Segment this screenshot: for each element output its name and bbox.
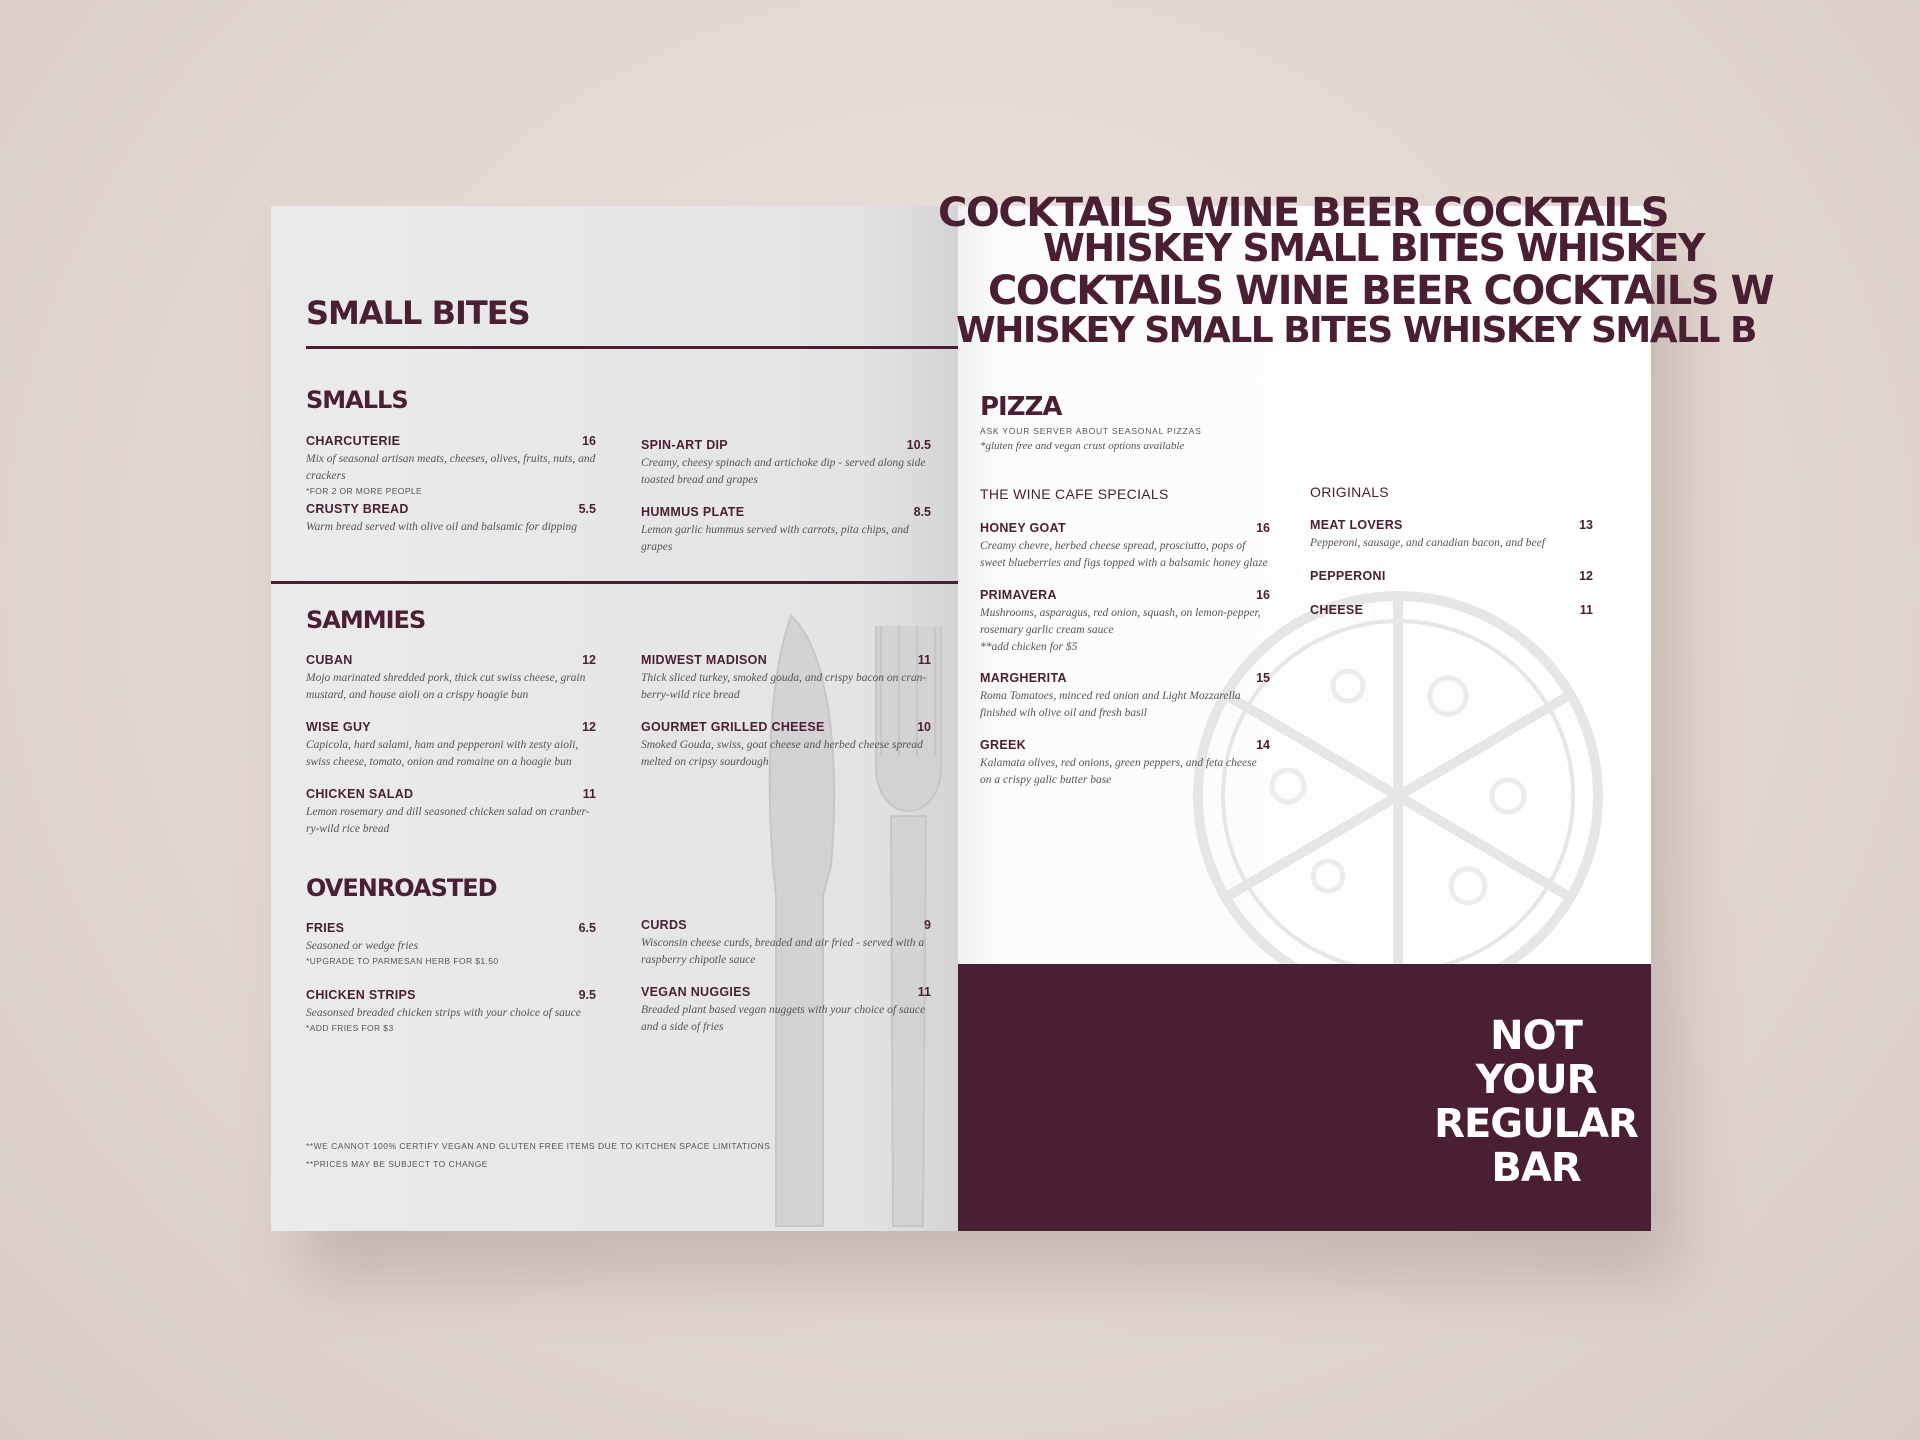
pizza-cheese bbox=[1310, 603, 1593, 617]
pizza-margherita bbox=[980, 671, 1270, 722]
item-description: Seasoned or wedge fries bbox=[306, 940, 419, 952]
brand-logo bbox=[1431, 1014, 1641, 1190]
pizza-note: *gluten free and vegan crust options available bbox=[980, 440, 1185, 452]
item-price: 10 bbox=[917, 720, 931, 734]
small-bites-title: SMALL BITES bbox=[306, 294, 530, 332]
specials-heading: THE WINE CAFE SPECIALS bbox=[980, 486, 1169, 502]
item-name: GREEK bbox=[980, 738, 1026, 752]
menu-item-curds bbox=[641, 918, 931, 969]
item-price: 13 bbox=[1579, 518, 1593, 532]
item-price: 11 bbox=[1579, 603, 1593, 617]
brand-line-2: YOUR bbox=[1475, 1057, 1597, 1103]
menu-item-crusty-bread bbox=[306, 502, 596, 536]
item-price: 12 bbox=[582, 653, 596, 667]
menu-item-wise-guy bbox=[306, 720, 596, 771]
item-description: Breaded plant based vegan nuggets with your choice of sauce and a side of fries bbox=[641, 1004, 926, 1033]
item-note: **add chicken for $5 bbox=[980, 641, 1078, 653]
item-price: 6.5 bbox=[578, 921, 596, 935]
title-rule bbox=[306, 346, 958, 349]
item-price: 14 bbox=[1256, 738, 1270, 752]
menu-item-charcuterie bbox=[306, 434, 596, 496]
item-price: 16 bbox=[1256, 521, 1270, 535]
banner-line-2: WHISKEY SMALL BITES WHISKEY bbox=[1043, 226, 1704, 270]
pizza-pepperoni bbox=[1310, 569, 1593, 583]
item-description: Mix of seasonal artisan meats, cheeses, olives, fruits, nuts, and crackers bbox=[306, 453, 596, 482]
pizza-meat-lovers bbox=[1310, 518, 1593, 552]
item-name: FRIES bbox=[306, 921, 345, 935]
item-price: 16 bbox=[1256, 588, 1270, 602]
item-name: CRUSTY BREAD bbox=[306, 502, 409, 516]
menu-item-cuban bbox=[306, 653, 596, 704]
brand-line-1: NOT bbox=[1490, 1013, 1582, 1059]
brand-line-3: REGULAR bbox=[1434, 1101, 1638, 1147]
smalls-heading: SMALLS bbox=[306, 386, 408, 414]
item-price: 11 bbox=[917, 985, 931, 999]
menu-item-chicken-strips bbox=[306, 988, 596, 1033]
menu-item-gourmet-grilled-cheese bbox=[641, 720, 931, 771]
item-price: 12 bbox=[1579, 569, 1593, 583]
item-price: 16 bbox=[582, 434, 596, 448]
item-price: 5.5 bbox=[578, 502, 596, 516]
section-rule bbox=[271, 581, 958, 584]
item-description: Pepperoni, sausage, and canadian bacon, and beef bbox=[1310, 537, 1545, 549]
item-description: Warm bread served with olive oil and balsamic for dipping bbox=[306, 521, 577, 533]
item-price: 11 bbox=[582, 787, 596, 801]
item-price: 9.5 bbox=[578, 988, 596, 1002]
item-price: 15 bbox=[1256, 671, 1270, 685]
menu-item-vegan-nuggies bbox=[641, 985, 931, 1036]
item-description: Wisconsin cheese curds, breaded and air fried - served with a raspberry chipotle sauce bbox=[641, 937, 925, 966]
item-note: *FOR 2 OR MORE PEOPLE bbox=[306, 486, 423, 496]
menu-item-spin-art-dip bbox=[641, 438, 931, 489]
item-name: MIDWEST MADISON bbox=[641, 653, 768, 667]
item-note: *ADD FRIES FOR $3 bbox=[306, 1023, 394, 1033]
pizza-primavera bbox=[980, 588, 1270, 656]
banner-line-4: WHISKEY SMALL BITES WHISKEY SMALL B bbox=[956, 310, 1756, 351]
item-description: Lemon rosemary and dill seasoned chicken salad on cranber-ry-wild rice bread bbox=[306, 806, 590, 835]
item-name: GOURMET GRILLED CHEESE bbox=[641, 720, 825, 734]
brand-line-4: BAR bbox=[1491, 1145, 1581, 1191]
originals-heading: ORIGINALS bbox=[1310, 484, 1389, 500]
pizza-honey-goat bbox=[980, 521, 1270, 572]
banner-line-1: COCKTAILS WINE BEER COCKTAILS bbox=[938, 190, 1669, 236]
item-name: PRIMAVERA bbox=[980, 588, 1057, 602]
item-price: 11 bbox=[917, 653, 931, 667]
item-price: 8.5 bbox=[913, 505, 931, 519]
pizza-subtitle: ASK YOUR SERVER ABOUT SEASONAL PIZZAS bbox=[980, 426, 1202, 436]
ovenroasted-heading: OVENROASTED bbox=[306, 874, 497, 902]
footnote-certification: **WE CANNOT 100% CERTIFY VEGAN AND GLUTEN FREE ITEMS DUE TO KITCHEN SPACE LIMITATIONS bbox=[306, 1141, 771, 1151]
item-name: PEPPERONI bbox=[1310, 569, 1386, 583]
item-name: CHICKEN STRIPS bbox=[306, 988, 416, 1002]
item-name: CHICKEN SALAD bbox=[306, 787, 414, 801]
item-description: Capicola, hard salami, ham and pepperoni with zesty aioli, swiss cheese, tomato, onion and romaine on a hoagie bun bbox=[306, 739, 579, 768]
menu-item-hummus-plate bbox=[641, 505, 931, 556]
item-name: CHARCUTERIE bbox=[306, 434, 401, 448]
item-name: CHEESE bbox=[1310, 603, 1364, 617]
item-description: Kalamata olives, red onions, green peppers, and feta cheese on a crispy galic butter base bbox=[980, 757, 1257, 786]
pizza-title: PIZZA bbox=[980, 392, 1062, 422]
item-name: CURDS bbox=[641, 918, 687, 932]
item-name: HUMMUS PLATE bbox=[641, 505, 745, 519]
item-description: Mojo marinated shredded pork, thick cut swiss cheese, grain mustard, and house aioli on a crispy hoagie bun bbox=[306, 672, 586, 701]
item-name: VEGAN NUGGIES bbox=[641, 985, 751, 999]
menu-item-midwest-madison bbox=[641, 653, 931, 704]
item-note: *UPGRADE TO PARMESAN HERB FOR $1.50 bbox=[306, 956, 499, 966]
item-description: Smoked Gouda, swiss, goat cheese and herbed cheese spread melted on cripsy sourdough bbox=[641, 739, 923, 768]
item-description: Mushrooms, asparagus, red onion, squash, on lemon-pepper, rosemary garlic cream sauce bbox=[980, 607, 1261, 636]
item-name: HONEY GOAT bbox=[980, 521, 1066, 535]
menu-right-page bbox=[938, 190, 1774, 1231]
menu-item-fries bbox=[306, 921, 596, 966]
menu-left-page bbox=[271, 206, 958, 1231]
item-price: 10.5 bbox=[906, 438, 931, 452]
item-name: MEAT LOVERS bbox=[1310, 518, 1403, 532]
item-description: Seasonsed breaded chicken strips with your choice of sauce bbox=[306, 1007, 581, 1019]
item-description: Thick sliced turkey, smoked gouda, and crispy bacon on cran-berry-wild rice bread bbox=[641, 672, 927, 701]
item-description: Lemon garlic hummus served with carrots, pita chips, and grapes bbox=[641, 524, 909, 553]
item-name: MARGHERITA bbox=[980, 671, 1067, 685]
footnote-prices: **PRICES MAY BE SUBJECT TO CHANGE bbox=[306, 1159, 488, 1169]
pizza-greek bbox=[980, 738, 1270, 789]
item-name: SPIN-ART DIP bbox=[641, 438, 728, 452]
banner-line-3: COCKTAILS WINE BEER COCKTAILS W bbox=[988, 268, 1774, 314]
menu-item-chicken-salad bbox=[306, 787, 596, 838]
item-name: WISE GUY bbox=[306, 720, 371, 734]
sammies-heading: SAMMIES bbox=[306, 606, 426, 634]
item-price: 9 bbox=[924, 918, 931, 932]
item-price: 12 bbox=[582, 720, 596, 734]
item-name: CUBAN bbox=[306, 653, 353, 667]
item-description: Roma Tomatoes, minced red onion and Light Mozzarella finished wih olive oil and fresh basil bbox=[980, 690, 1241, 719]
item-description: Creamy chevre, herbed cheese spread, prosciutto, pops of sweet blueberries and figs topped with a balsamic honey glaze bbox=[980, 540, 1268, 569]
item-description: Creamy, cheesy spinach and artichoke dip - served along side toasted bread and grapes bbox=[641, 457, 926, 486]
